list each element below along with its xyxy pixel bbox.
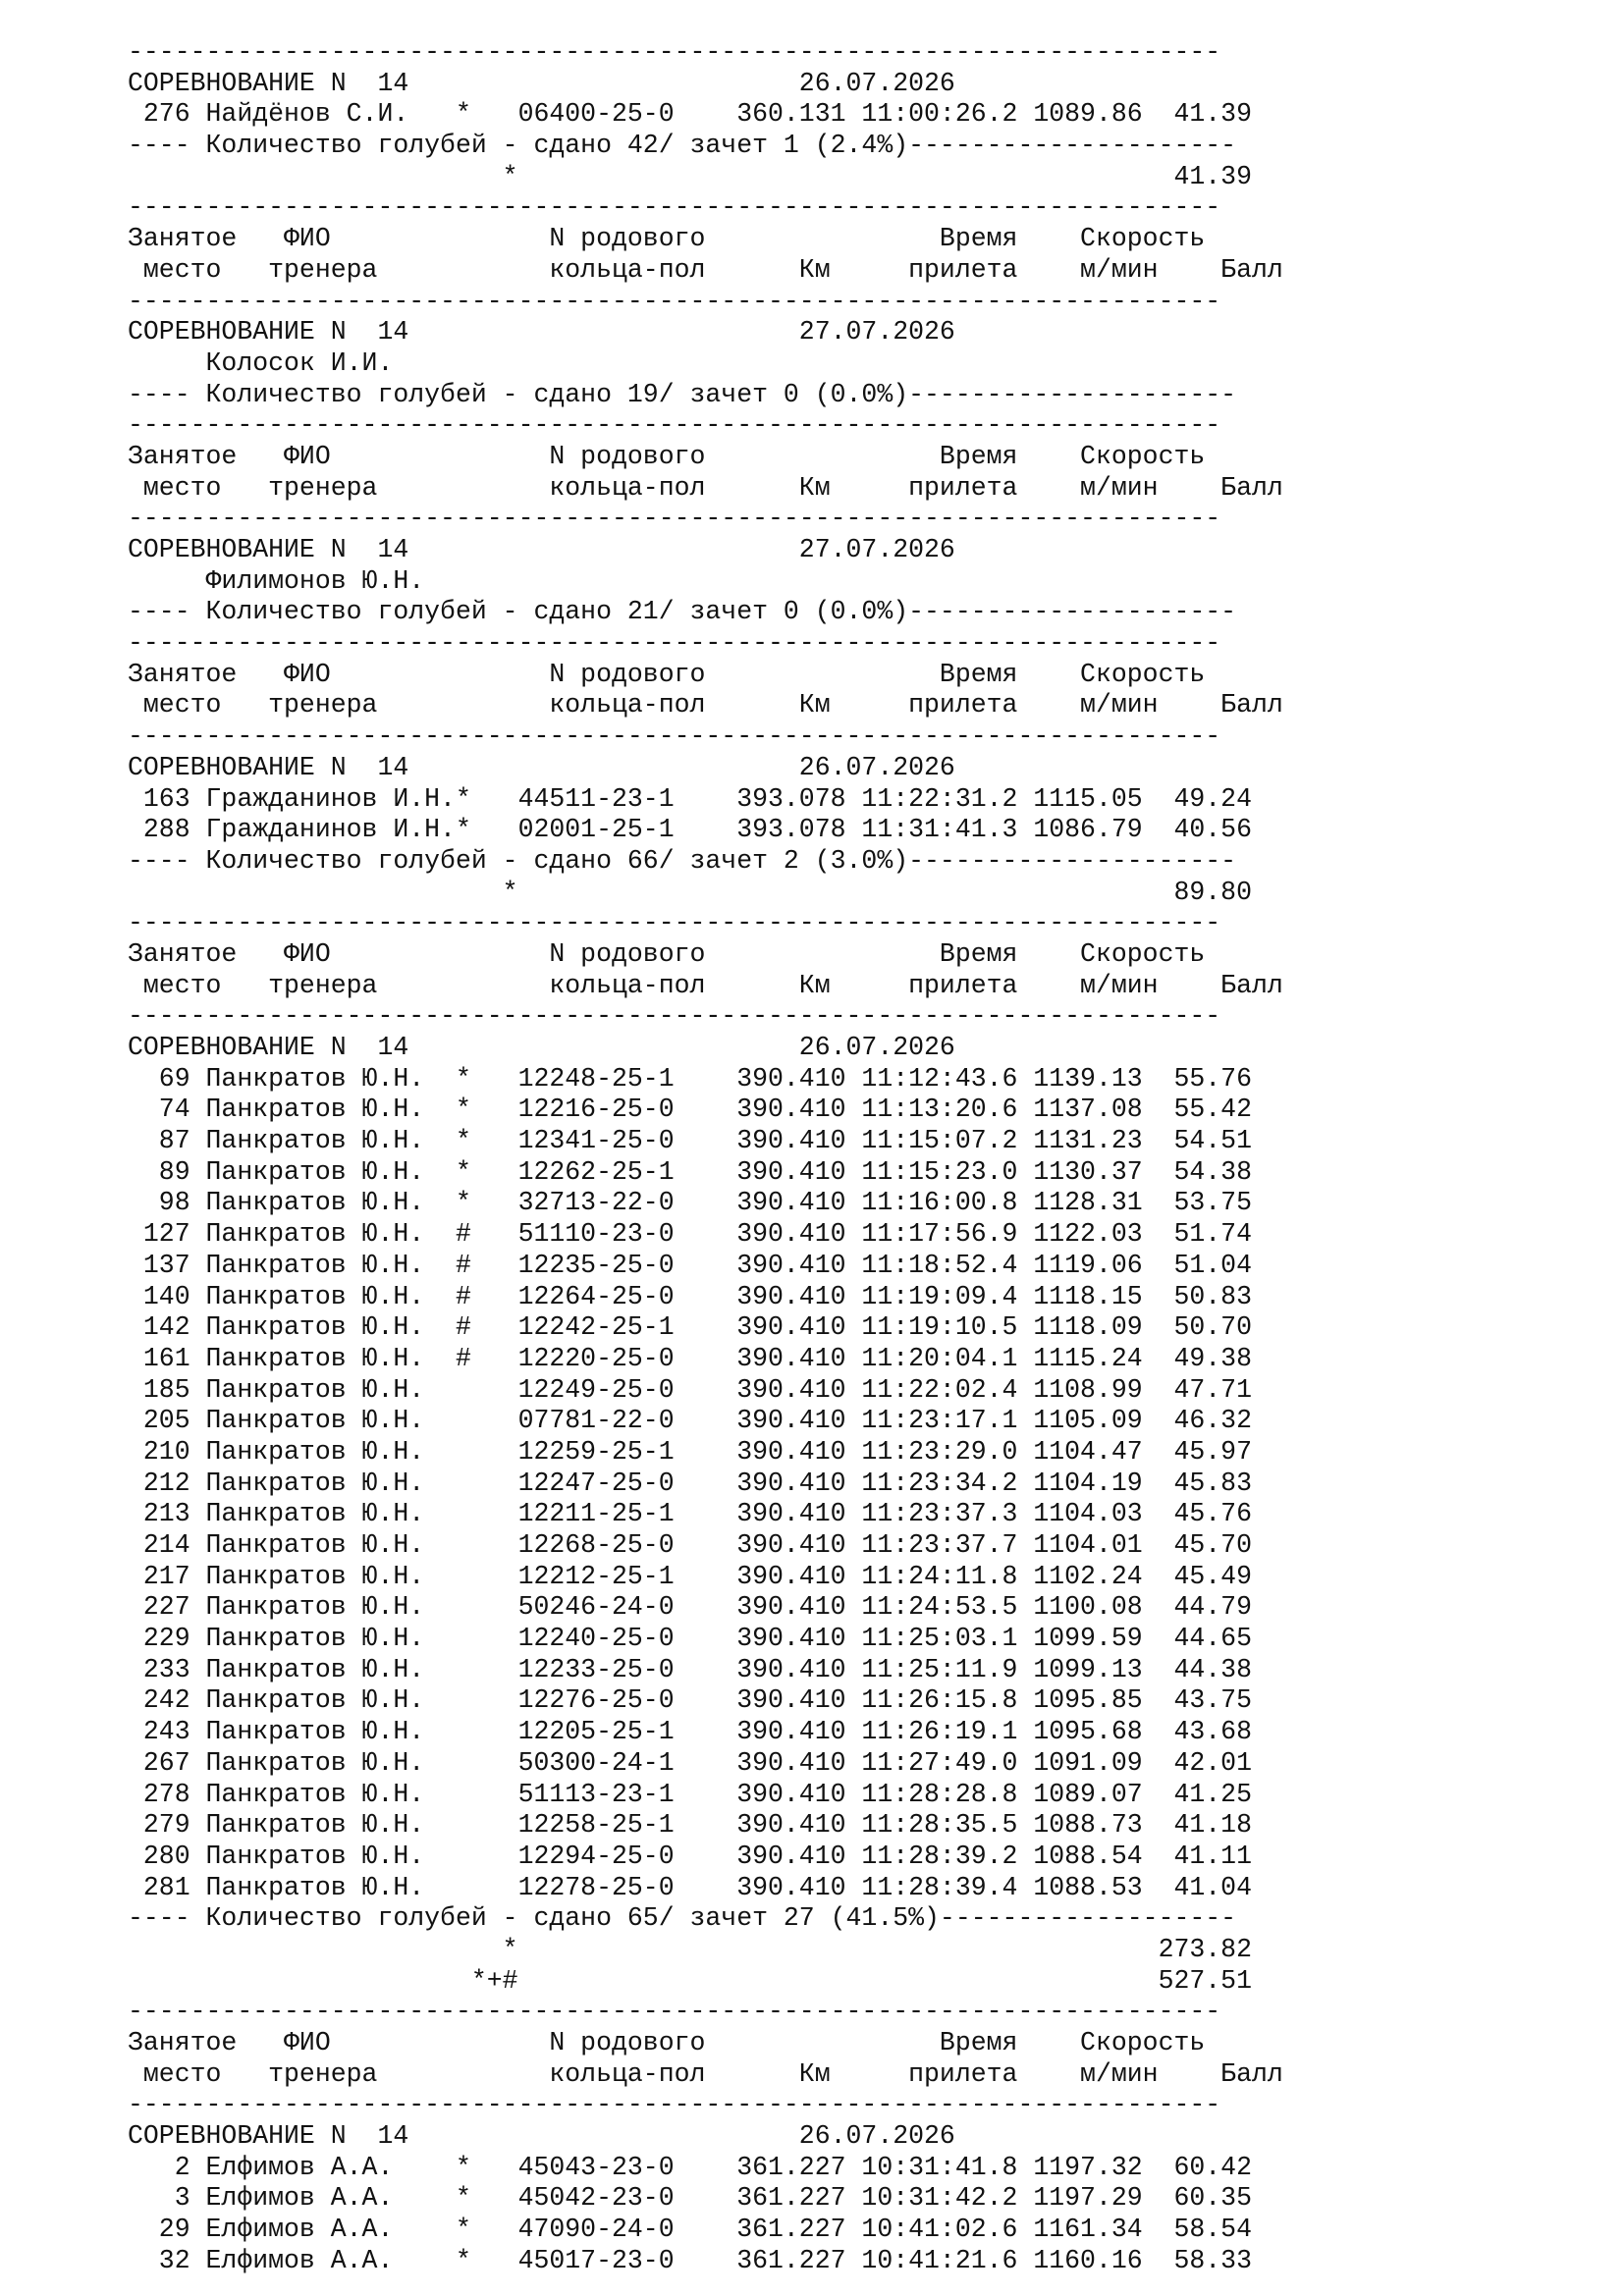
report-line: 127 Панкратов Ю.Н. # 51110-23-0 390.410 11:17:56.9 1122.03 51.74 [128, 1219, 1252, 1250]
report-line: 205 Панкратов Ю.Н. 07781-22-0 390.410 11:23:17.1 1105.09 46.32 [128, 1406, 1252, 1436]
report-line: 32 Елфимов А.А. * 45017-23-0 361.227 10:41:21.6 1160.16 58.33 [128, 2245, 1252, 2275]
report-line: 137 Панкратов Ю.Н. # 12235-25-0 390.410 11:18:52.4 1119.06 51.04 [128, 1250, 1252, 1280]
report-line: 280 Панкратов Ю.Н. 12294-25-0 390.410 11:28:39.2 1088.54 41.11 [128, 1841, 1252, 1871]
report-line: ---------------------------------------------------------------------- [128, 1997, 1221, 2027]
report-line: место тренера кольца-пол Км прилета м/мин Балл [128, 254, 1283, 285]
report-line: ---------------------------------------------------------------------- [128, 286, 1221, 316]
report-line: 29 Елфимов А.А. * 47090-24-0 361.227 10:41:02.6 1161.34 58.54 [128, 2215, 1252, 2245]
report-line: ---------------------------------------------------------------------- [128, 410, 1221, 441]
report-line: 217 Панкратов Ю.Н. 12212-25-1 390.410 11:24:11.8 1102.24 45.49 [128, 1561, 1252, 1591]
report-line: Занятое ФИО N родового Время Скорость [128, 2028, 1206, 2057]
report-line: * 89.80 [128, 877, 1252, 907]
report-line: 213 Панкратов Ю.Н. 12211-25-1 390.410 11:23:37.3 1104.03 45.76 [128, 1499, 1252, 1529]
report-line: 288 Гражданинов И.Н.* 02001-25-1 393.078 11:31:41.3 1086.79 40.56 [128, 815, 1252, 845]
report-line: 69 Панкратов Ю.Н. * 12248-25-1 390.410 11:12:43.6 1139.13 55.76 [128, 1063, 1252, 1094]
report-line: Занятое ФИО N родового Время Скорость [128, 441, 1206, 471]
report-line: ---------------------------------------------------------------------- [128, 2090, 1221, 2120]
report-line: ---- Количество голубей - сдано 21/ зачет 0 (0.0%)--------------------- [128, 597, 1237, 627]
report-line: ---------------------------------------------------------------------- [128, 192, 1221, 223]
report-line: 210 Панкратов Ю.Н. 12259-25-1 390.410 11:23:29.0 1104.47 45.97 [128, 1436, 1252, 1467]
report-line: СОРЕВНОВАНИЕ N 14 27.07.2026 [128, 317, 955, 347]
report-line: место тренера кольца-пол Км прилета м/мин Балл [128, 690, 1283, 721]
report-line: ---- Количество голубей - сдано 42/ зачет 1 (2.4%)--------------------- [128, 131, 1237, 161]
report-line: место тренера кольца-пол Км прилета м/мин Балл [128, 2058, 1283, 2089]
report-line: место тренера кольца-пол Км прилета м/мин Балл [128, 970, 1283, 1000]
report-line: 142 Панкратов Ю.Н. # 12242-25-1 390.410 11:19:10.5 1118.09 50.70 [128, 1312, 1252, 1343]
report-line: Колосок И.И. [128, 347, 394, 378]
report-line: 212 Панкратов Ю.Н. 12247-25-0 390.410 11:23:34.2 1104.19 45.83 [128, 1468, 1252, 1498]
report-line: * 41.39 [128, 161, 1252, 191]
report-line: 267 Панкратов Ю.Н. 50300-24-1 390.410 11:27:49.0 1091.09 42.01 [128, 1747, 1252, 1778]
report-line: 276 Найдёнов С.И. * 06400-25-0 360.131 11:00:26.2 1089.86 41.39 [128, 99, 1252, 130]
report-line: 233 Панкратов Ю.Н. 12233-25-0 390.410 11:25:11.9 1099.13 44.38 [128, 1654, 1252, 1684]
report-line: 227 Панкратов Ю.Н. 50246-24-0 390.410 11:24:53.5 1100.08 44.79 [128, 1592, 1252, 1623]
report-line: 185 Панкратов Ю.Н. 12249-25-0 390.410 11:22:02.4 1108.99 47.71 [128, 1374, 1252, 1405]
report-line: ---- Количество голубей - сдано 66/ зачет 2 (3.0%)--------------------- [128, 845, 1237, 876]
report-line: ---- Количество голубей - сдано 65/ зачет 27 (41.5%)------------------- [128, 1903, 1237, 1934]
report-line: ---------------------------------------------------------------------- [128, 37, 1221, 67]
report-line: 87 Панкратов Ю.Н. * 12341-25-0 390.410 11:15:07.2 1131.23 54.51 [128, 1126, 1252, 1156]
competition-results-report [128, 37, 1283, 2277]
report-line: 89 Панкратов Ю.Н. * 12262-25-1 390.410 11:15:23.0 1130.37 54.38 [128, 1156, 1252, 1187]
report-line: Занятое ФИО N родового Время Скорость [128, 224, 1206, 254]
report-line: 3 Елфимов А.А. * 45042-23-0 361.227 10:31:42.2 1197.29 60.35 [128, 2183, 1252, 2214]
report-line: Филимонов Ю.Н. [128, 565, 425, 596]
report-line: 278 Панкратов Ю.Н. 51113-23-1 390.410 11:28:28.8 1089.07 41.25 [128, 1779, 1252, 1809]
report-line: 163 Гражданинов И.Н.* 44511-23-1 393.078 11:22:31.2 1115.05 49.24 [128, 783, 1252, 814]
report-line: 2 Елфимов А.А. * 45043-23-0 361.227 10:31:41.8 1197.32 60.42 [128, 2152, 1252, 2182]
report-line: *+# 527.51 [128, 1965, 1252, 1996]
report-line: 140 Панкратов Ю.Н. # 12264-25-0 390.410 11:19:09.4 1118.15 50.83 [128, 1281, 1252, 1311]
report-line: 242 Панкратов Ю.Н. 12276-25-0 390.410 11:26:15.8 1095.85 43.75 [128, 1685, 1252, 1716]
report-line: ---------------------------------------------------------------------- [128, 721, 1221, 752]
report-line: 229 Панкратов Ю.Н. 12240-25-0 390.410 11:25:03.1 1099.59 44.65 [128, 1624, 1252, 1654]
report-line: * 273.82 [128, 1934, 1252, 1964]
report-line: Занятое ФИО N родового Время Скорость [128, 659, 1206, 689]
report-line: СОРЕВНОВАНИЕ N 14 26.07.2026 [128, 2121, 955, 2152]
report-line: 281 Панкратов Ю.Н. 12278-25-0 390.410 11:28:39.4 1088.53 41.04 [128, 1872, 1252, 1902]
report-line: ---------------------------------------------------------------------- [128, 908, 1221, 938]
report-line: 243 Панкратов Ю.Н. 12205-25-1 390.410 11:26:19.1 1095.68 43.68 [128, 1717, 1252, 1747]
report-line: 279 Панкратов Ю.Н. 12258-25-1 390.410 11:28:35.5 1088.73 41.18 [128, 1810, 1252, 1841]
report-line: 98 Панкратов Ю.Н. * 32713-22-0 390.410 11:16:00.8 1128.31 53.75 [128, 1188, 1252, 1218]
report-line: СОРЕВНОВАНИЕ N 14 26.07.2026 [128, 752, 955, 782]
report-line: ---------------------------------------------------------------------- [128, 628, 1221, 659]
report-line: 161 Панкратов Ю.Н. # 12220-25-0 390.410 11:20:04.1 1115.24 49.38 [128, 1343, 1252, 1373]
report-line: место тренера кольца-пол Км прилета м/мин Балл [128, 472, 1283, 503]
report-line: СОРЕВНОВАНИЕ N 14 26.07.2026 [128, 1033, 955, 1062]
report-line: ---------------------------------------------------------------------- [128, 504, 1221, 534]
report-line: ---------------------------------------------------------------------- [128, 1001, 1221, 1032]
report-line: Занятое ФИО N родового Время Скорость [128, 938, 1206, 969]
report-line: ---- Количество голубей - сдано 19/ зачет 0 (0.0%)--------------------- [128, 379, 1237, 409]
report-line: 74 Панкратов Ю.Н. * 12216-25-0 390.410 11:13:20.6 1137.08 55.42 [128, 1095, 1252, 1125]
report-line: СОРЕВНОВАНИЕ N 14 27.07.2026 [128, 535, 955, 564]
report-line: СОРЕВНОВАНИЕ N 14 26.07.2026 [128, 68, 955, 98]
report-line: 214 Панкратов Ю.Н. 12268-25-0 390.410 11:23:37.7 1104.01 45.70 [128, 1530, 1252, 1560]
